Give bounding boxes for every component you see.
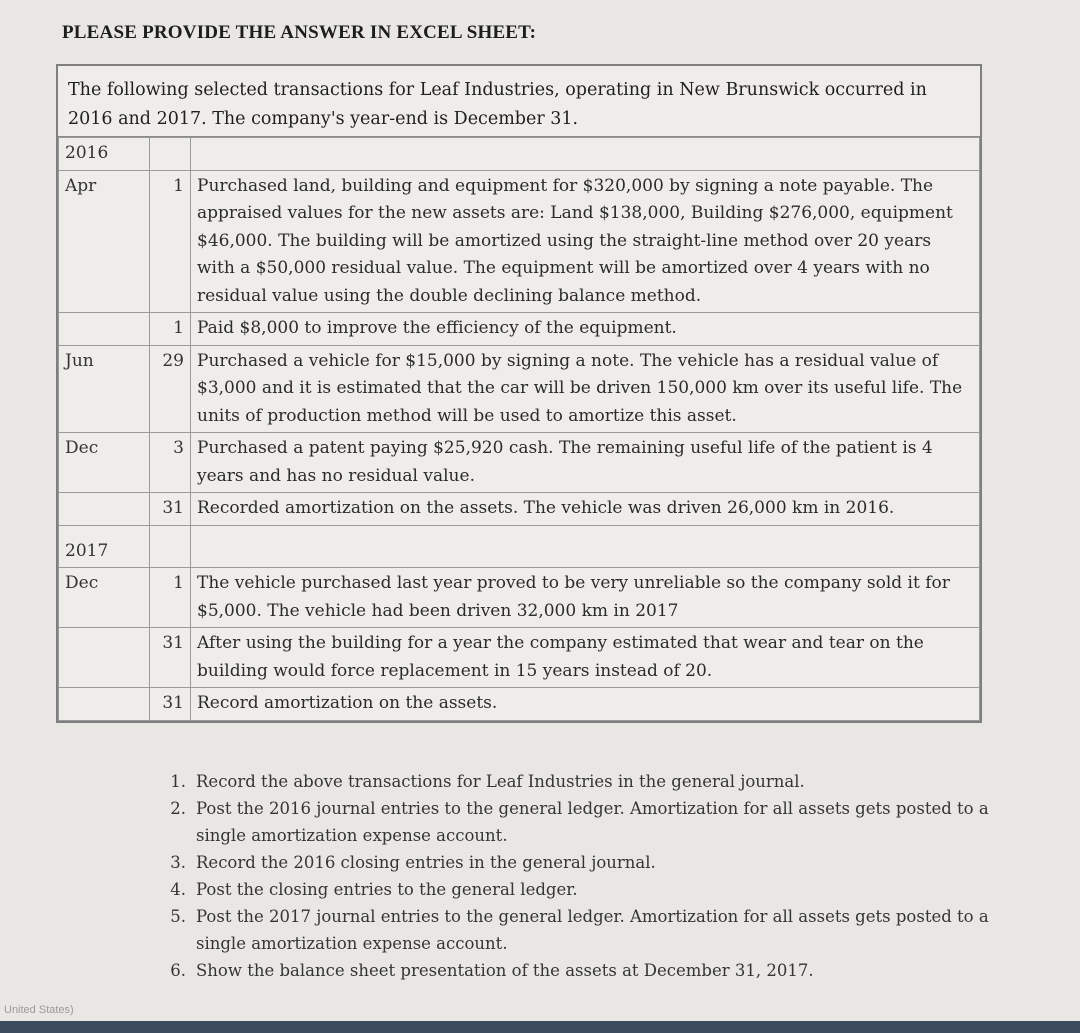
taskbar <box>0 1021 1080 1033</box>
instruction-item <box>140 768 1000 795</box>
year-row-2016 <box>59 138 980 171</box>
transaction-day: 3 <box>150 433 191 493</box>
transaction-day: 1 <box>150 170 191 313</box>
instruction-number: 3. <box>170 853 186 872</box>
transaction-row <box>59 628 980 688</box>
transaction-row <box>59 433 980 493</box>
instruction-text: Post the closing entries to the general ledger. <box>196 880 578 899</box>
transaction-description: Recorded amortization on the assets. The vehicle was driven 26,000 km in 2016. <box>191 493 980 526</box>
instruction-item <box>140 957 1000 984</box>
transaction-day: 31 <box>150 628 191 688</box>
intro-text: The following selected transactions for Leaf Industries, operating in New Brunswick occurred in 2016 and 2017. The company's year-end is December 31. <box>58 66 980 137</box>
transaction-description: After using the building for a year the company estimated that wear and tear on the building would force replacement in 15 years instead of 20. <box>191 628 980 688</box>
instruction-text: Post the 2017 journal entries to the general ledger. Amortization for all assets gets posted to a single amortization expense account. <box>196 907 989 953</box>
instruction-text: Show the balance sheet presentation of the assets at December 31, 2017. <box>196 961 814 980</box>
transaction-month <box>59 493 150 526</box>
transaction-month: Jun <box>59 345 150 433</box>
instruction-text: Post the 2016 journal entries to the general ledger. Amortization for all assets gets posted to a single amortization expense account. <box>196 799 989 845</box>
transaction-month: Dec <box>59 568 150 628</box>
transaction-row <box>59 688 980 721</box>
transaction-description: Purchased land, building and equipment for $320,000 by signing a note payable. The appraised values for the new assets are: Land $138,000, Building $276,000, equipment $46,000. The building will be amortized using the straight-line method over 20 years with a $50,000 residual value. The equipment will be amortized over 4 years with no residual value using the double declining balance method. <box>191 170 980 313</box>
transaction-description: Record amortization on the assets. <box>191 688 980 721</box>
transaction-day: 31 <box>150 493 191 526</box>
transaction-description: Purchased a patent paying $25,920 cash. The remaining useful life of the patient is 4 years and has no residual value. <box>191 433 980 493</box>
instruction-number: 4. <box>170 880 186 899</box>
transaction-month <box>59 688 150 721</box>
instruction-number: 1. <box>170 772 186 791</box>
instruction-item <box>140 876 1000 903</box>
transaction-row <box>59 313 980 346</box>
transaction-description: The vehicle purchased last year proved to be very unreliable so the company sold it for $5,000. The vehicle had been driven 32,000 km in 2017 <box>191 568 980 628</box>
region-label: United States) <box>4 1004 74 1016</box>
transaction-day: 31 <box>150 688 191 721</box>
transaction-day: 1 <box>150 568 191 628</box>
instruction-number: 5. <box>170 907 186 926</box>
page-title: PLEASE PROVIDE THE ANSWER IN EXCEL SHEET: <box>62 22 537 43</box>
transaction-month <box>59 313 150 346</box>
instruction-number: 2. <box>170 799 186 818</box>
instructions-list <box>140 768 1000 984</box>
transaction-month: Apr <box>59 170 150 313</box>
year-label: 2016 <box>59 138 150 171</box>
transaction-day: 29 <box>150 345 191 433</box>
transaction-row <box>59 493 980 526</box>
transaction-row <box>59 345 980 433</box>
instruction-item <box>140 903 1000 957</box>
instruction-text: Record the above transactions for Leaf Industries in the general journal. <box>196 772 805 791</box>
instruction-item <box>140 849 1000 876</box>
transactions-table <box>58 137 980 721</box>
transaction-row <box>59 170 980 313</box>
instruction-item <box>140 795 1000 849</box>
transaction-description: Purchased a vehicle for $15,000 by signing a note. The vehicle has a residual value of $3,000 and it is estimated that the car will be driven 150,000 km over its useful life. The units of production method will be used to amortize this asset. <box>191 345 980 433</box>
problem-document <box>56 64 982 723</box>
year-label: 2017 <box>59 525 150 568</box>
transaction-description: Paid $8,000 to improve the efficiency of the equipment. <box>191 313 980 346</box>
transaction-day: 1 <box>150 313 191 346</box>
transaction-month: Dec <box>59 433 150 493</box>
instruction-number: 6. <box>170 961 186 980</box>
transaction-row <box>59 568 980 628</box>
year-row-2017 <box>59 525 980 568</box>
instruction-text: Record the 2016 closing entries in the general journal. <box>196 853 656 872</box>
transaction-month <box>59 628 150 688</box>
